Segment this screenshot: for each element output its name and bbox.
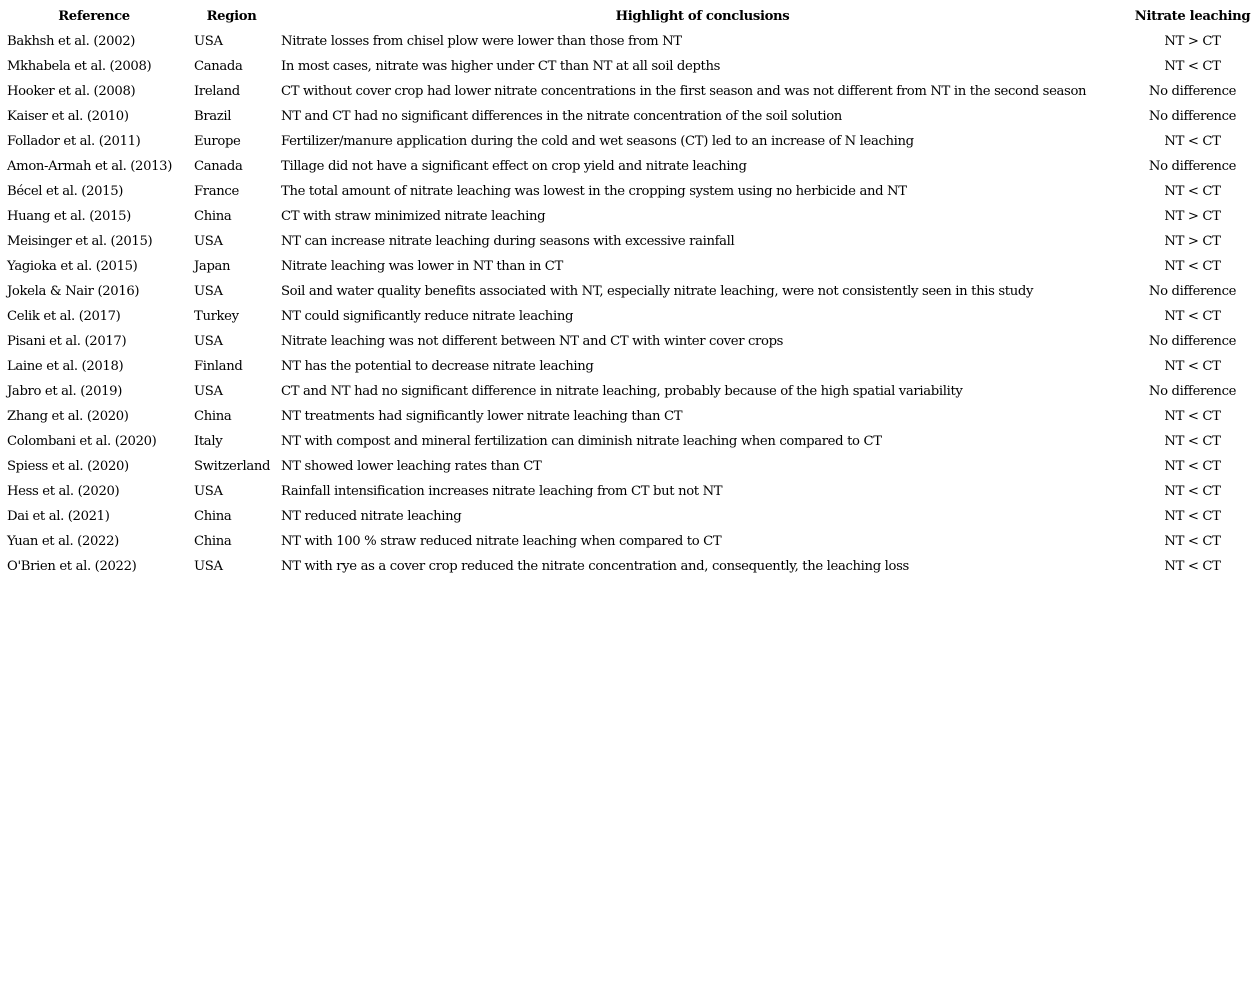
cell-conclusion: Soil and water quality benefits associated with NT, especially nitrate leaching, were not consistently seen in this study: [281, 284, 1034, 299]
table-row: [0, 79, 1255, 104]
cell-reference: Hess et al. (2020): [7, 484, 120, 499]
cell-region: China: [194, 409, 232, 424]
table-row: [0, 479, 1255, 504]
cell-region: Italy: [194, 434, 223, 449]
cell-region: USA: [194, 384, 223, 399]
cell-conclusion: NT and CT had no significant differences in the nitrate concentration of the soil solution: [281, 109, 842, 124]
cell-nitrate-leaching: NT < CT: [1164, 59, 1221, 74]
table-body: [0, 29, 1255, 579]
cell-reference: O'Brien et al. (2022): [7, 559, 137, 574]
cell-conclusion: NT has the potential to decrease nitrate leaching: [281, 359, 594, 374]
cell-region: USA: [194, 234, 223, 249]
cell-region: China: [194, 209, 232, 224]
table-row: [0, 454, 1255, 479]
cell-region: Ireland: [194, 84, 240, 99]
cell-nitrate-leaching: NT < CT: [1164, 484, 1221, 499]
cell-reference: Huang et al. (2015): [7, 209, 131, 224]
cell-conclusion: In most cases, nitrate was higher under CT than NT at all soil depths: [281, 59, 721, 74]
cell-conclusion: The total amount of nitrate leaching was lowest in the cropping system using no herbicide and NT: [281, 184, 907, 199]
cell-reference: Jokela & Nair (2016): [7, 284, 140, 299]
cell-conclusion: Rainfall intensification increases nitrate leaching from CT but not NT: [281, 484, 723, 499]
cell-region: USA: [194, 334, 223, 349]
cell-region: Brazil: [194, 109, 232, 124]
table-row: [0, 254, 1255, 279]
cell-region: Switzerland: [194, 459, 271, 474]
cell-region: Finland: [194, 359, 243, 374]
cell-conclusion: Nitrate losses from chisel plow were lower than those from NT: [281, 34, 682, 49]
cell-reference: Hooker et al. (2008): [7, 84, 136, 99]
table-row: [0, 504, 1255, 529]
cell-nitrate-leaching: NT < CT: [1164, 309, 1221, 324]
table-row: [0, 229, 1255, 254]
cell-reference: Jabro et al. (2019): [7, 384, 122, 399]
cell-conclusion: CT and NT had no significant difference in nitrate leaching, probably because of the high spatial variability: [281, 384, 963, 399]
cell-conclusion: CT without cover crop had lower nitrate concentrations in the first season and was not different from NT in the second season: [281, 84, 1087, 99]
cell-nitrate-leaching: NT < CT: [1164, 184, 1221, 199]
cell-reference: Spiess et al. (2020): [7, 459, 129, 474]
cell-reference: Colombani et al. (2020): [7, 434, 157, 449]
cell-region: USA: [194, 559, 223, 574]
cell-region: Japan: [194, 259, 231, 274]
header-reference: Reference: [58, 9, 130, 24]
nitrate-leaching-table: [0, 4, 1255, 579]
table-row: [0, 179, 1255, 204]
cell-conclusion: NT treatments had significantly lower nitrate leaching than CT: [281, 409, 683, 424]
cell-nitrate-leaching: No difference: [1148, 109, 1237, 124]
cell-reference: Zhang et al. (2020): [7, 409, 129, 424]
cell-region: France: [194, 184, 239, 199]
table-row: [0, 354, 1255, 379]
cell-nitrate-leaching: NT < CT: [1164, 409, 1221, 424]
table-row: [0, 304, 1255, 329]
cell-conclusion: Nitrate leaching was not different between NT and CT with winter cover crops: [281, 334, 784, 349]
table-row: [0, 129, 1255, 154]
cell-nitrate-leaching: NT < CT: [1164, 459, 1221, 474]
cell-nitrate-leaching: NT < CT: [1164, 359, 1221, 374]
cell-reference: Dai et al. (2021): [7, 509, 110, 524]
cell-conclusion: Nitrate leaching was lower in NT than in CT: [281, 259, 563, 274]
header-region: Region: [206, 9, 257, 24]
cell-region: Turkey: [194, 309, 239, 324]
table-row: [0, 279, 1255, 304]
cell-region: USA: [194, 34, 223, 49]
cell-nitrate-leaching: No difference: [1148, 384, 1237, 399]
cell-nitrate-leaching: NT > CT: [1164, 34, 1221, 49]
cell-reference: Meisinger et al. (2015): [7, 234, 153, 249]
cell-region: Europe: [194, 134, 241, 149]
table-row: [0, 429, 1255, 454]
cell-reference: Yagioka et al. (2015): [7, 259, 138, 274]
cell-reference: Bakhsh et al. (2002): [7, 34, 136, 49]
cell-region: USA: [194, 484, 223, 499]
cell-nitrate-leaching: No difference: [1148, 159, 1237, 174]
cell-nitrate-leaching: NT < CT: [1164, 559, 1221, 574]
cell-reference: Mkhabela et al. (2008): [7, 59, 152, 74]
cell-nitrate-leaching: NT > CT: [1164, 234, 1221, 249]
cell-nitrate-leaching: NT < CT: [1164, 534, 1221, 549]
cell-conclusion: CT with straw minimized nitrate leaching: [281, 209, 546, 224]
cell-nitrate-leaching: No difference: [1148, 334, 1237, 349]
table-row: [0, 379, 1255, 404]
cell-conclusion: Fertilizer/manure application during the cold and wet seasons (CT) led to an increase of N leaching: [281, 134, 914, 149]
cell-region: Canada: [194, 59, 243, 74]
cell-reference: Kaiser et al. (2010): [7, 109, 129, 124]
cell-conclusion: NT could significantly reduce nitrate leaching: [281, 309, 574, 324]
table-row: [0, 154, 1255, 179]
cell-nitrate-leaching: NT < CT: [1164, 434, 1221, 449]
table-row: [0, 329, 1255, 354]
cell-conclusion: NT with 100 % straw reduced nitrate leaching when compared to CT: [281, 534, 722, 549]
cell-region: Canada: [194, 159, 243, 174]
table-row: [0, 554, 1255, 579]
cell-reference: Follador et al. (2011): [7, 134, 141, 149]
table-row: [0, 54, 1255, 79]
cell-nitrate-leaching: NT < CT: [1164, 509, 1221, 524]
literature-table-container: [0, 4, 1255, 579]
table-row: [0, 104, 1255, 129]
table-row: [0, 29, 1255, 54]
cell-reference: Amon-Armah et al. (2013): [7, 159, 173, 174]
cell-region: USA: [194, 284, 223, 299]
cell-conclusion: NT can increase nitrate leaching during seasons with excessive rainfall: [281, 234, 735, 249]
cell-reference: Pisani et al. (2017): [7, 334, 127, 349]
cell-conclusion: NT with compost and mineral fertilization can diminish nitrate leaching when compared to CT: [281, 434, 882, 449]
header-conclusions: Highlight of conclusions: [615, 9, 790, 24]
table-row: [0, 529, 1255, 554]
header-nitrate-leaching: Nitrate leaching: [1134, 9, 1251, 24]
cell-nitrate-leaching: NT < CT: [1164, 259, 1221, 274]
cell-reference: Yuan et al. (2022): [7, 534, 119, 549]
cell-region: China: [194, 534, 232, 549]
cell-region: China: [194, 509, 232, 524]
cell-conclusion: NT showed lower leaching rates than CT: [281, 459, 542, 474]
cell-reference: Laine et al. (2018): [7, 359, 124, 374]
cell-nitrate-leaching: NT > CT: [1164, 209, 1221, 224]
cell-conclusion: NT with rye as a cover crop reduced the nitrate concentration and, consequently, the leaching loss: [281, 559, 909, 574]
cell-nitrate-leaching: No difference: [1148, 84, 1237, 99]
table-row: [0, 404, 1255, 429]
cell-nitrate-leaching: No difference: [1148, 284, 1237, 299]
cell-nitrate-leaching: NT < CT: [1164, 134, 1221, 149]
table-header-row: [0, 4, 1255, 29]
table-row: [0, 204, 1255, 229]
cell-conclusion: Tillage did not have a significant effect on crop yield and nitrate leaching: [281, 159, 747, 174]
cell-conclusion: NT reduced nitrate leaching: [281, 509, 462, 524]
cell-reference: Celik et al. (2017): [7, 309, 121, 324]
cell-reference: Bécel et al. (2015): [7, 184, 124, 199]
